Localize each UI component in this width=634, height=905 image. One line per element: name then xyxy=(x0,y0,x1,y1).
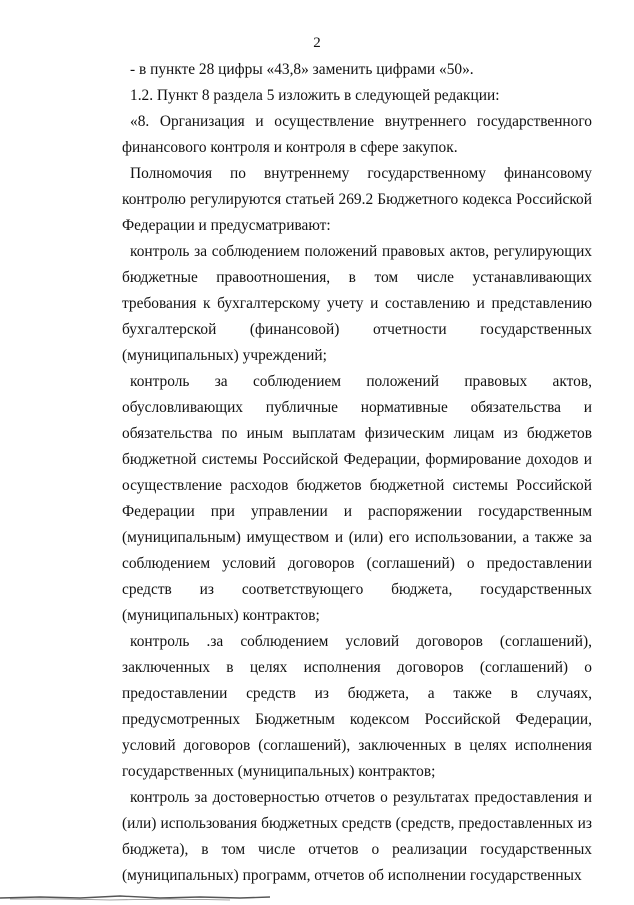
paragraph-amendment-point-28: - в пункте 28 цифры «43,8» заменить цифрами «50». xyxy=(130,61,474,78)
document-body xyxy=(122,57,592,889)
paragraph-powers-intro: Полномочия по внутреннему государственному финансовому контролю регулируются статьей 269.2 Бюджетного кодекса Российской Федерации и предусматривают: xyxy=(122,165,592,234)
paragraph-control-obligations: контроль за соблюдением положений правовых актов, обусловливающих публичные нормативные обязательства и обязательства по иным выплатам физическим лицам из бюджетов бюджетной системы Российской Федерации, формирование доходов и осуществление расходов бюджетов бюджетной системы Российской Федерации при управлении и распоряжении государственным (муниципальным) имуществом и (или) его использовании, а также за соблюдением условий договоров (соглашений) о предоставлении средств из соответствующего бюджета, государственных (муниципальных) контрактов; xyxy=(122,373,592,624)
scan-edge-mark xyxy=(0,893,270,901)
paragraph-control-legal-acts: контроль за соблюдением положений правовых актов, регулирующих бюджетные правоотношения, в том числе устанавливающих требования к бухгалтерскому учету и составлению и представлению бухгалтерской (финансовой) отчетности государственных (муниципальных) учреждений; xyxy=(122,243,592,364)
paragraph-section-1-2: 1.2. Пункт 8 раздела 5 изложить в следующей редакции: xyxy=(130,87,500,104)
page-number: 2 xyxy=(313,35,321,51)
paragraph-section-8-heading: «8. Организация и осуществление внутреннего государственного финансового контроля и контроля в сфере закупок. xyxy=(122,113,592,156)
paragraph-control-agreements: контроль .за соблюдением условий договоров (соглашений), заключенных в целях исполнения договоров (соглашений) о предоставлении средств из бюджета, а также в случаях, предусмотренных Бюджетным кодексом Российской Федерации, условий договоров (соглашений), заключенных в целях исполнения государственных (муниципальных) контрактов; xyxy=(122,633,592,780)
paragraph-control-reports: контроль за достоверностью отчетов о результатах предоставления и (или) использования бюджетных средств (средств, предоставленных из бюджета), в том числе отчетов о реализации государственных (муниципальных) программ, отчетов об исполнении государственных xyxy=(122,789,592,884)
